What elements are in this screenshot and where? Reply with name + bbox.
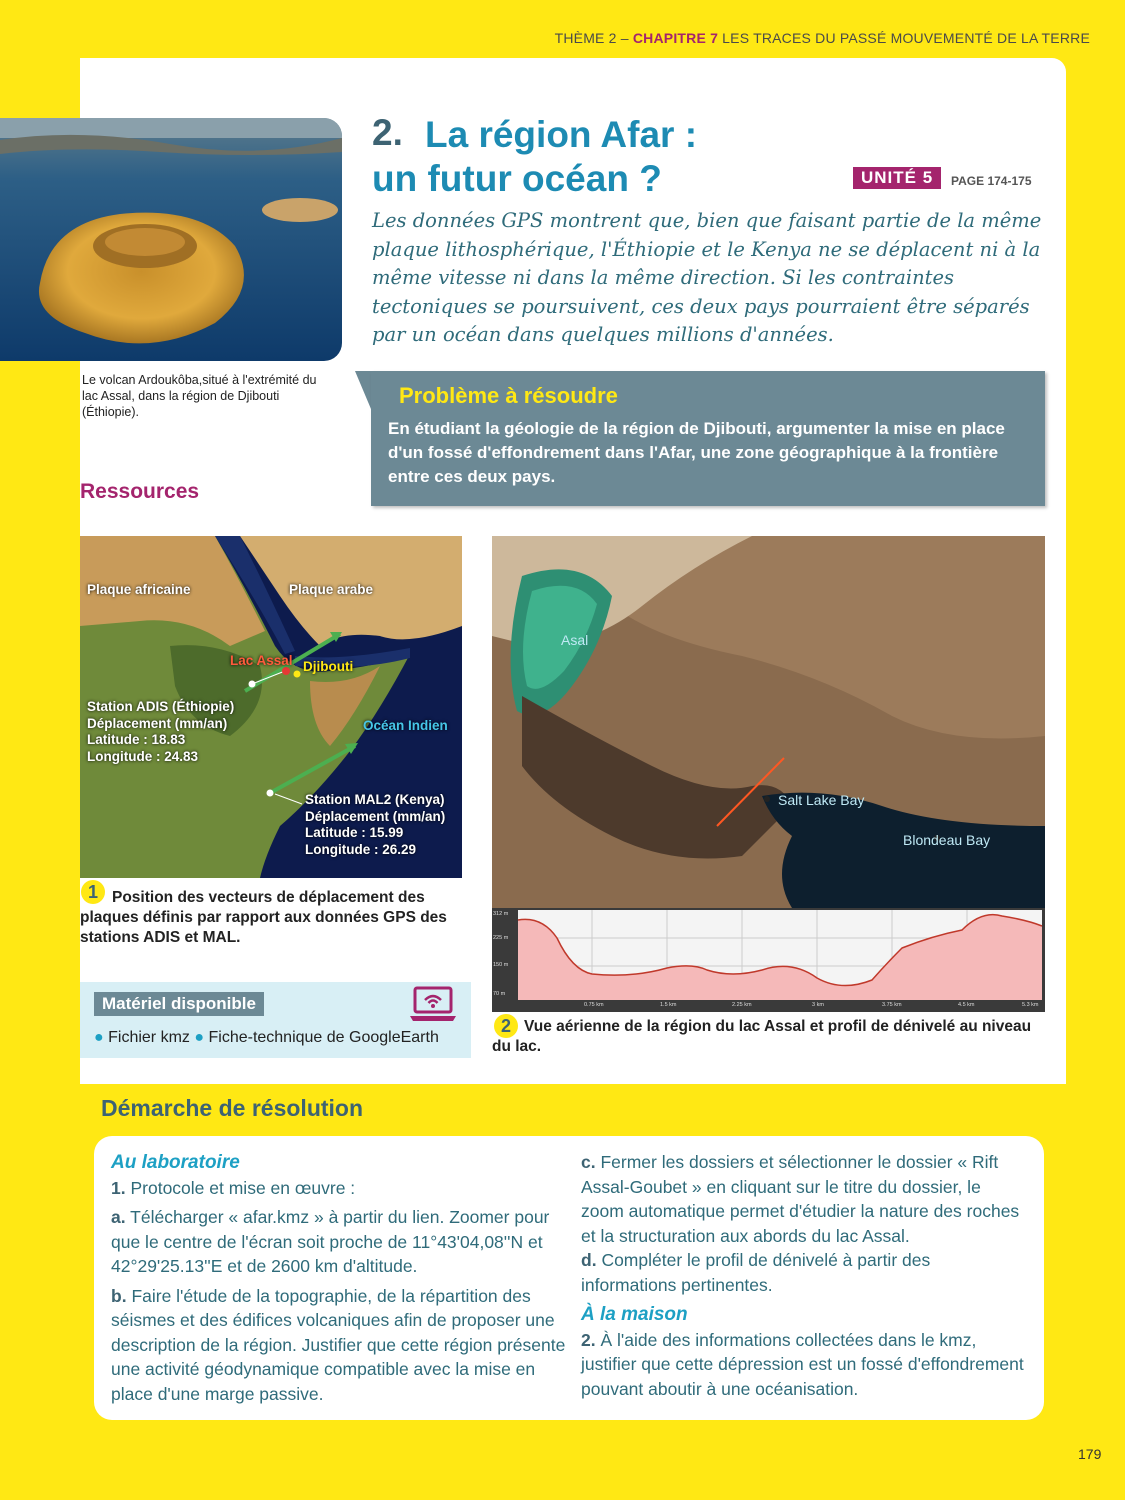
step2-text: À l'aide des informations collectées dans le kmz, justifier que cette dépression est un fossé d'effondrement pouvant aboutir à une océanisation.: [581, 1329, 1024, 1399]
page-title-line1: La région Afar :: [425, 114, 698, 155]
profile-x-label: 4.5 km: [958, 1002, 975, 1008]
doc2-caption-text: Vue aérienne de la région du lac Assal et profil de dénivelé au niveau du lac.: [492, 1018, 1032, 1055]
step2-number: 2.: [581, 1329, 596, 1350]
doc1-caption: [80, 888, 465, 948]
problem-title: Problème à résoudre: [399, 383, 618, 408]
step-b-letter: b.: [111, 1285, 127, 1306]
bullet-icon: ●: [194, 1029, 205, 1046]
running-head: [0, 30, 1090, 46]
chapter-label: CHAPITRE 7: [632, 30, 719, 46]
step-d-text: Compléter le profil de dénivelé à partir des informations pertinentes.: [581, 1250, 931, 1295]
label-ocean: Océan Indien: [363, 718, 448, 733]
mal-displacement: Déplacement (mm/an): [305, 808, 446, 824]
mal-title: Station MAL2 (Kenya): [305, 792, 445, 807]
home-heading: À la maison: [581, 1304, 688, 1325]
step-c-text: Fermer les dossiers et sélectionner le dossier « Rift Assal-Goubet » en cliquant sur le titre du dossier, le zoom automatique permet d'étudier la nature des roches et la structuration aux abords du lac Assal.: [581, 1152, 1020, 1246]
doc1-caption-text: Position des vecteurs de déplacement des plaques définis par rapport aux données GPS des stations ADIS et MAL.: [80, 889, 447, 946]
doc2-caption: [492, 1017, 1032, 1057]
mal-longitude: Longitude : 26.29: [305, 841, 417, 857]
profile-y-label: 225 m: [493, 935, 509, 941]
step-c-letter: c.: [581, 1152, 596, 1172]
laptop-wifi-icon: [409, 986, 457, 1027]
lab-heading: Au laboratoire: [111, 1152, 240, 1173]
profile-y-label: 312 m: [493, 911, 509, 917]
step1-number: 1.: [111, 1177, 126, 1198]
demarche-right-column: [581, 1150, 1028, 1406]
demarche-heading: Démarche de résolution: [101, 1095, 364, 1121]
profile-x-label: 2.25 km: [732, 1002, 752, 1008]
label-asal: Asal: [561, 632, 589, 648]
page-number: 179: [1078, 1446, 1102, 1462]
profile-y-label: 150 m: [493, 962, 509, 968]
materiel-item-kmz[interactable]: Fichier kmz: [108, 1029, 190, 1046]
volcano-photo: [0, 118, 342, 361]
profile-x-label: 1.5 km: [660, 1002, 677, 1008]
label-plate-africa: Plaque africaine: [87, 582, 191, 597]
page-title-line2: un futur océan ?: [372, 158, 662, 199]
unit-badge[interactable]: UNITÉ 5: [853, 167, 941, 189]
chapter-title: LES TRACES DU PASSÉ MOUVEMENTÉ DE LA TERRE: [722, 30, 1090, 46]
label-blondeau-bay: Blondeau Bay: [903, 832, 991, 848]
materiel-list: [94, 1029, 439, 1047]
section-number: 2.: [372, 112, 403, 153]
station-mal-info: [305, 792, 445, 858]
theme-label: THÈME 2 –: [554, 30, 629, 46]
photo-caption: Le volcan Ardoukôba,situé à l'extrémité du lac Assal, dans la région de Djibouti (Éthiopie).: [82, 373, 317, 419]
station-adis-info: [87, 699, 234, 765]
problem-text: En étudiant la géologie de la région de Djibouti, argumenter la mise en place d'un fossé d'effondrement dans l'Afar, une zone géographique à la frontière entre ces deux pays.: [388, 419, 1005, 486]
label-salt-lake-bay: Salt Lake Bay: [778, 792, 865, 808]
profile-x-label: 5.3 km: [1022, 1002, 1039, 1008]
unit-page-ref[interactable]: PAGE 174-175: [951, 174, 1032, 188]
label-lac-assal: Lac Assal: [230, 653, 293, 668]
profile-x-label: 3.75 km: [882, 1002, 902, 1008]
profile-x-label: 0.75 km: [584, 1002, 604, 1008]
adis-latitude: Latitude : 18.83: [87, 732, 186, 747]
demarche-left-column: [111, 1150, 566, 1411]
gps-map: [80, 536, 462, 878]
profile-y-label: 70 m: [493, 991, 506, 997]
step-a-text: Télécharger « afar.kmz » à partir du lien. Zoomer pour que le centre de l'écran soit proche de 11°43'04,08''N et 42°29'25.13''E et de 2600 km d'altitude.: [111, 1207, 550, 1276]
step-b-text: Faire l'étude de la topographie, de la répartition des séismes et des édifices volcaniques afin de proposer une description de la région. Justifier que cette région présente une activité géodynamique compatible avec la mise en place d'une marge passive.: [111, 1285, 566, 1404]
resources-heading: Ressources: [80, 480, 200, 503]
adis-displacement: Déplacement (mm/an): [87, 715, 228, 731]
aerial-view: [492, 536, 1045, 908]
problem-notch: [355, 371, 371, 409]
label-djibouti: Djibouti: [303, 659, 354, 674]
doc2-number: 2: [494, 1014, 518, 1038]
adis-title: Station ADIS (Éthiopie): [87, 699, 235, 714]
bullet-icon: ●: [94, 1029, 104, 1046]
doc1-number: 1: [81, 880, 105, 904]
adis-longitude: Longitude : 24.83: [87, 748, 199, 764]
intro-text: Les données GPS montrent que, bien que faisant partie de la même plaque lithosphérique, l'Éthiopie et le Kenya ne se déplacent ni à la même vitesse ni dans la même direction. Si les contraintes tectoniques se poursuivent, ces deux pays pourraient être séparés par un océan dans quelques millions d'années.: [372, 209, 1042, 346]
profile-x-label: 3 km: [812, 1002, 824, 1008]
label-plate-arab: Plaque arabe: [289, 582, 374, 597]
step1-text: Protocole et mise en œuvre :: [130, 1177, 356, 1198]
mal-latitude: Latitude : 15.99: [305, 825, 404, 840]
elevation-profile: [492, 908, 1045, 1012]
materiel-title: Matériel disponible: [94, 992, 264, 1016]
step-d-letter: d.: [581, 1250, 597, 1270]
materiel-item-googleearth[interactable]: Fiche-technique de GoogleEarth: [208, 1029, 439, 1046]
step-a-letter: a.: [111, 1207, 126, 1227]
